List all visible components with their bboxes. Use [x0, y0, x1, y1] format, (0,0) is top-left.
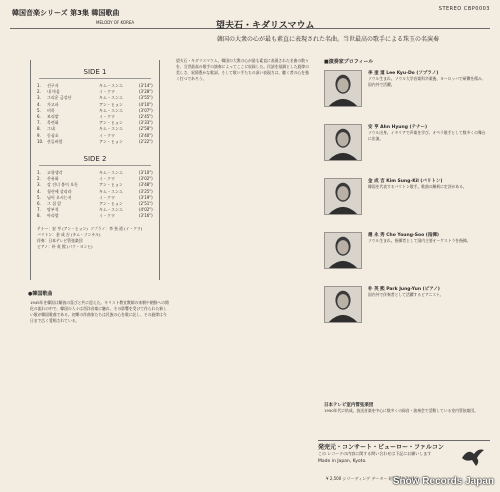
orchestra-heading: 日本テレビ室内管弦楽団 [324, 403, 374, 408]
track-min: (3'14") [139, 83, 153, 88]
falcon-logo-icon [460, 446, 486, 468]
track-no: 4. [37, 188, 41, 194]
performer-bio: 国内外で伴奏者として活躍するピアニスト。 [368, 292, 444, 297]
orchestra-body: 1950年代に結成。放送音楽を中心に数多くの録音・演奏会で活動している室内管弦楽団。 [324, 408, 478, 413]
track-artist: キム・スンエ [99, 207, 123, 213]
track-title: 님이 오시는지 [47, 194, 72, 200]
track-title: 내 마음 [47, 89, 60, 95]
track-artist: イ・クワ [99, 89, 115, 95]
performer-photo [324, 124, 362, 161]
side2-rule [39, 165, 151, 166]
track-min: (3'16") [139, 213, 153, 219]
track-no: 7. [37, 207, 41, 213]
track-no: 8. [37, 126, 41, 132]
track-min: (3'55") [139, 95, 153, 101]
track-no: 3. [37, 182, 41, 188]
price-line: ¥ 2,500 シリーディング データー 昭和51年1月1日 [326, 476, 419, 481]
track-min: (3'25") [139, 188, 153, 194]
album-subtitle: 韓国の大衆の心が最も素直に表現された名曲。当世最高の歌手による珠玉の名演奏 [217, 36, 440, 43]
performer-info [368, 70, 488, 120]
series-label: 韓国音楽シリーズ 第3集 韓国歌曲 [12, 9, 120, 17]
track-artist: キム・スンエ [99, 95, 123, 101]
series-title [12, 8, 134, 26]
track-artist: アン・ヒョン [99, 101, 123, 107]
track-no: 7. [37, 120, 41, 126]
track-artist: アン・ヒョン [99, 182, 123, 188]
track-title: 아리랑 [47, 213, 59, 219]
performer-name: 金 成 吉 Kim Sung-Kil (バリトン) [368, 179, 443, 184]
track-artist: アン・ヒョン [99, 120, 123, 126]
track-title: 비목 [47, 107, 55, 113]
track-artist: アン・ヒョン [99, 138, 123, 144]
orchestra-section [324, 402, 484, 436]
track-no: 5. [37, 107, 41, 113]
track-no: 3. [37, 95, 41, 101]
track-min: (3'10") [139, 170, 153, 176]
track-no: 9. [37, 132, 41, 138]
track-title: 선구자 [47, 83, 59, 88]
track-no: 1. [37, 170, 41, 176]
track-title: 강 건너 봄이 오듯 [47, 182, 78, 188]
performer-info [368, 178, 488, 228]
track-artist: イ・クワ [99, 213, 115, 219]
track-min: (3'07") [139, 107, 153, 113]
korean-song-heading: ●韓国歌曲 [28, 291, 53, 297]
performer-bio: 韓国を代表するバリトン歌手。歌曲の解釈に定評がある。 [368, 184, 467, 189]
performer-bio: ソウル生まれ。ソウル大学音楽科卒業後、ヨーロッパで研鑽を積み、国内外で活躍。 [368, 76, 486, 88]
track-min: (3'33") [139, 120, 153, 126]
track-title: 그리운 금강산 [47, 95, 72, 101]
track-artist: イ・クワ [99, 132, 115, 138]
distributor-name: 発売元・コンサート・ビューロー・ファルコン [318, 444, 444, 451]
track-artist: イ・クワ [99, 194, 115, 200]
track-title: 고향생각 [47, 170, 63, 176]
track-title: 청산에 살리라 [47, 188, 72, 194]
footer-rule [318, 440, 490, 441]
performers-heading: ■演奏家プロフィール [324, 59, 374, 65]
track-no: 4. [37, 101, 41, 107]
track-artist: キム・スンエ [99, 107, 123, 113]
track-min: (2'51") [139, 201, 153, 207]
track-title: 그네 [47, 126, 55, 132]
track-no: 6. [37, 201, 41, 207]
track-title: 산들바람 [47, 138, 63, 144]
track-min: (3'40") [139, 132, 153, 138]
track-artist: イ・クワ [99, 114, 115, 120]
performer-bio: ソウル生まれ。指揮者として国内主要オーケストラを指揮。 [368, 238, 471, 243]
track-artist: キム・スンエ [99, 126, 123, 132]
performer-photo [324, 232, 362, 269]
distributor-note: この レコードの内容に関する問い合わせは下記にお願いします [318, 451, 432, 456]
track-min: (2'58") [139, 126, 153, 132]
performer-info [368, 124, 488, 174]
track-no: 2. [37, 89, 41, 95]
track-title: 보리밭 [47, 114, 59, 120]
performer-name: 趙 永 秀 Cho Young-Soo (指揮) [368, 233, 439, 238]
track-min: (4'10") [139, 101, 153, 107]
track-artist: イ・クワ [99, 176, 115, 182]
track-artist: キム・スンエ [99, 83, 123, 88]
track-min: (4'02") [139, 207, 153, 213]
track-min: (3'19") [139, 194, 153, 200]
tracklist-panel [30, 60, 160, 280]
track-title: 가고파 [47, 101, 59, 107]
performer-info [368, 232, 488, 282]
catalog-number: STEREO CBP0003 [438, 6, 490, 12]
side2-title: SIDE 2 [83, 155, 107, 164]
distributor-location: Made in Japan, Kyoto. [318, 459, 367, 464]
track-title: 목련화 [47, 120, 59, 126]
side2-tracklist [31, 170, 159, 220]
track-min: (2'22") [139, 138, 153, 144]
track-min: (2'45") [139, 114, 153, 120]
album-notes-body: 望夫石・キダリスマウム。韓国の大衆の心が最も素直に表現された名曲の数々を、当世最高の歌手の演奏によってここに収録した。民謡を基調とした旋律の美しさ、叙情豊かな歌詞、そして歌い手たちの深い表現力は、聴く者の心を強く打つであろう。 [176, 58, 309, 82]
performer-photo [324, 70, 362, 107]
series-english: MELODY OF KOREA [96, 20, 135, 25]
track-no: 1. [37, 83, 41, 88]
side1-tracklist [31, 83, 159, 145]
track-title: 그 집 앞 [47, 201, 62, 207]
credits: テナー：安 亨 (アン・ヒョン) ソプラノ：李 奎 道 (イ・クワ) バリトン：金 成 吉 (キム・ソンキル) 伴奏：日本テレビ管弦楽団 ピアノ：朴 英 熙 (パク・ヨンヒ) [37, 225, 143, 249]
side2-track [31, 213, 159, 219]
watermark: Snow Records Japan [392, 476, 494, 487]
track-min: (3'02") [139, 176, 153, 182]
track-title: 동심초 [47, 132, 59, 138]
track-title: 망부석 [47, 207, 59, 213]
performer-photo [324, 286, 362, 323]
track-no: 10. [37, 138, 44, 144]
track-no: 5. [37, 194, 41, 200]
side1-track [31, 139, 159, 145]
side1-rule [39, 78, 151, 79]
performer-name: 安 亨 Ahn Hyung (テナー) [368, 125, 428, 130]
side1-title: SIDE 1 [83, 68, 107, 76]
track-artist: キム・スンエ [99, 188, 123, 194]
track-artist: キム・スンエ [99, 170, 123, 176]
performer-name: 朴 英 熙 Park Jung-Yun (ピアノ) [368, 287, 440, 292]
track-artist: アン・ヒョン [99, 201, 123, 207]
performer-photo [324, 178, 362, 215]
korean-song-body: 1945年を韓国は解放の喜びと共に迎えた。キリスト教宣教師の来朝や朝鮮への開化の流れの中で、韓国の人々は西洋音楽に触れ、その影響を受けて作られた新しい歌が韓国歌曲である。初期の作曲家たちは民族の心を歌に託し、その旋律は今日まで広く愛唱されている。 [30, 300, 169, 324]
performer-info [368, 286, 488, 336]
track-no: 8. [37, 213, 41, 219]
track-min: (3'48") [139, 182, 153, 188]
track-min: (3'28") [139, 89, 153, 95]
track-title: 산유화 [47, 176, 59, 182]
track-no: 6. [37, 114, 41, 120]
performer-bio: ソウル出身。イタリアで声楽を学び、オペラ歌手として数多くの舞台に出演。 [368, 130, 486, 142]
track-no: 2. [37, 176, 41, 182]
album-title: 望夫石・キダリスマウム [216, 21, 315, 31]
performer-name: 李 奎 道 Lee Kyu-Do (ソプラノ) [368, 71, 439, 76]
